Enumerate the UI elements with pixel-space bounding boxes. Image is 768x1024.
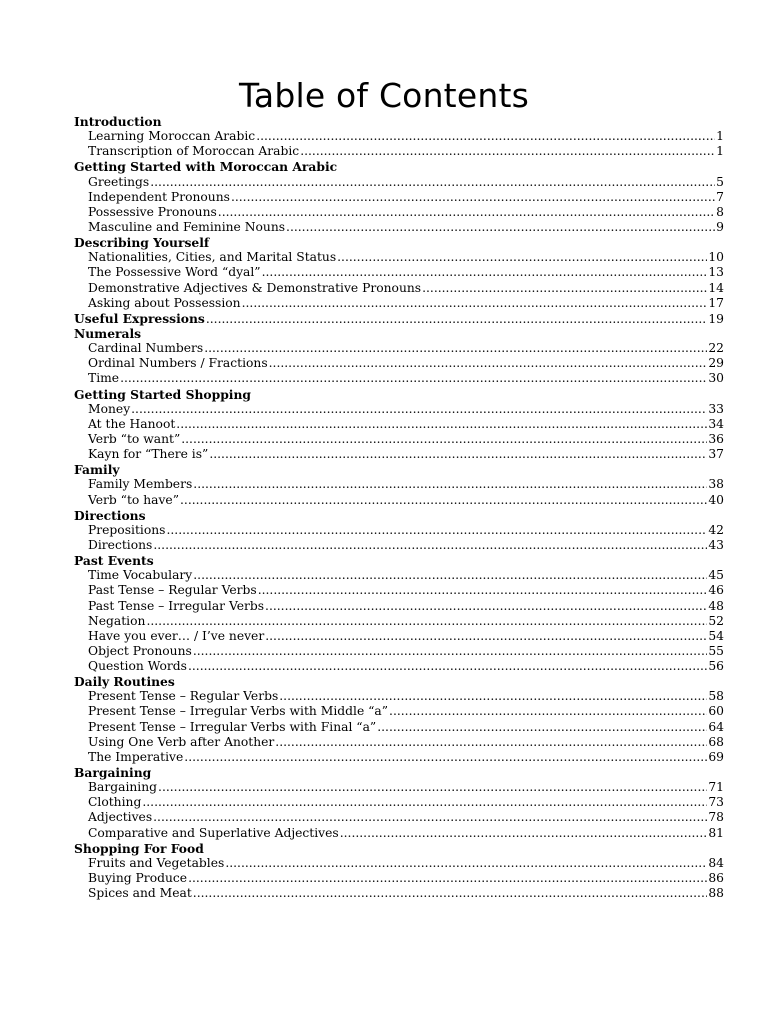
- dot-leader: [389, 704, 707, 719]
- toc-page-number: 64: [708, 719, 724, 734]
- toc-entry[interactable]: [74, 175, 724, 190]
- dot-leader: [153, 538, 707, 553]
- toc-entry-label: Independent Pronouns: [88, 189, 230, 204]
- toc-entry-label: Possessive Pronouns: [88, 204, 217, 219]
- toc-page-number: 68: [708, 734, 724, 749]
- toc-entry[interactable]: [74, 689, 724, 704]
- toc-entry[interactable]: [74, 265, 724, 280]
- toc-entry[interactable]: [74, 402, 724, 417]
- dot-leader: [218, 205, 715, 220]
- dot-leader: [422, 281, 707, 296]
- toc-section-heading[interactable]: [74, 462, 724, 477]
- toc-entry[interactable]: [74, 720, 724, 735]
- dot-leader: [275, 735, 707, 750]
- dot-leader: [153, 810, 707, 825]
- dot-leader: [142, 795, 707, 810]
- toc-page-number: 58: [708, 689, 724, 704]
- toc-page-number: 10: [708, 250, 724, 265]
- toc-page-number: 84: [708, 855, 724, 870]
- toc-page-number: 33: [708, 401, 724, 416]
- toc-entry-label: Present Tense – Irregular Verbs with Final “a”: [88, 719, 377, 734]
- toc-section-label: Getting Started with Moroccan Arabic: [74, 159, 338, 175]
- toc-section-heading[interactable]: [74, 674, 724, 689]
- dot-leader: [120, 371, 707, 386]
- toc-entry-label: Present Tense – Regular Verbs: [88, 689, 279, 704]
- toc-entry[interactable]: [74, 659, 724, 674]
- table-of-contents: [74, 114, 724, 901]
- toc-entry-label: Cardinal Numbers: [88, 341, 204, 356]
- toc-section-heading[interactable]: [74, 765, 724, 780]
- toc-entry[interactable]: [74, 129, 724, 144]
- toc-entry[interactable]: [74, 568, 724, 583]
- toc-entry-label: Transcription of Moroccan Arabic: [88, 144, 300, 159]
- toc-section-label: Bargaining: [74, 765, 152, 781]
- toc-page-number: 52: [708, 613, 724, 628]
- dot-leader: [180, 493, 707, 508]
- toc-entry[interactable]: [74, 886, 724, 901]
- toc-entry-label: Nationalities, Cities, and Marital Status: [88, 250, 337, 265]
- toc-section-heading[interactable]: [74, 311, 724, 326]
- toc-section-heading[interactable]: [74, 553, 724, 568]
- toc-entry[interactable]: [74, 281, 724, 296]
- toc-entry[interactable]: [74, 644, 724, 659]
- toc-entry-label: At the Hanoot: [88, 416, 176, 431]
- toc-page-number: 19: [708, 311, 724, 326]
- toc-entry[interactable]: [74, 599, 724, 614]
- toc-page-number: 7: [716, 189, 724, 204]
- toc-entry[interactable]: [74, 250, 724, 265]
- dot-leader: [262, 265, 708, 280]
- toc-section-label: Useful Expressions: [74, 310, 205, 326]
- toc-page-number: 43: [708, 537, 724, 552]
- toc-section-heading[interactable]: [74, 387, 724, 402]
- toc-page-number: 8: [716, 204, 724, 219]
- toc-page-number: 1: [716, 129, 724, 144]
- toc-page-number: 38: [708, 477, 724, 492]
- toc-entry-label: Money: [88, 401, 131, 416]
- toc-entry-label: The Imperative: [88, 749, 184, 764]
- toc-section-label: Directions: [74, 507, 146, 523]
- toc-section-label: Numerals: [74, 325, 142, 341]
- toc-page-number: 13: [708, 265, 724, 280]
- dot-leader: [181, 432, 707, 447]
- toc-entry-label: Verb “to have”: [88, 492, 179, 507]
- dot-leader: [206, 312, 708, 327]
- dot-leader: [193, 477, 707, 492]
- toc-entry[interactable]: [74, 538, 724, 553]
- toc-page-number: 86: [708, 871, 724, 886]
- toc-entry-label: Fruits and Vegetables: [88, 855, 225, 870]
- toc-page-number: 1: [716, 144, 724, 159]
- toc-page-number: 81: [708, 825, 724, 840]
- dot-leader: [204, 341, 707, 356]
- toc-entry[interactable]: [74, 371, 724, 386]
- toc-entry-label: Have you ever… / I’ve never: [88, 628, 265, 643]
- dot-leader: [193, 886, 708, 901]
- toc-entry[interactable]: [74, 810, 724, 825]
- toc-entry-label: Buying Produce: [88, 871, 188, 886]
- toc-entry-label: Prepositions: [88, 522, 166, 537]
- dot-leader: [256, 129, 715, 144]
- toc-entry[interactable]: [74, 447, 724, 462]
- toc-entry[interactable]: [74, 220, 724, 235]
- toc-entry[interactable]: [74, 417, 724, 432]
- toc-entry-label: Past Tense – Irregular Verbs: [88, 598, 265, 613]
- toc-entry[interactable]: [74, 523, 724, 538]
- toc-section-heading[interactable]: [74, 235, 724, 250]
- toc-entry-label: Kayn for “There is”: [88, 447, 209, 462]
- toc-entry-label: Masculine and Feminine Nouns: [88, 219, 286, 234]
- toc-entry-label: Present Tense – Irregular Verbs with Middle “a”: [88, 704, 389, 719]
- dot-leader: [286, 220, 715, 235]
- toc-page-number: 56: [708, 659, 724, 674]
- dot-leader: [158, 780, 707, 795]
- toc-page-number: 48: [708, 598, 724, 613]
- page-title: Table of Contents: [239, 76, 529, 115]
- toc-page-number: 73: [708, 795, 724, 810]
- toc-section-label: Family: [74, 462, 120, 478]
- toc-section-label: Past Events: [74, 553, 154, 569]
- toc-section-heading[interactable]: [74, 508, 724, 523]
- toc-entry[interactable]: [74, 356, 724, 371]
- toc-section-label: Describing Yourself: [74, 235, 210, 251]
- toc-section-label: Daily Routines: [74, 674, 175, 690]
- toc-section-label: Introduction: [74, 114, 162, 129]
- toc-entry-label: Comparative and Superlative Adjectives: [88, 825, 339, 840]
- toc-entry-label: Asking about Possession: [88, 295, 241, 310]
- toc-entry-label: Negation: [88, 613, 146, 628]
- dot-leader: [225, 856, 707, 871]
- toc-entry-label: Time Vocabulary: [88, 568, 193, 583]
- dot-leader: [340, 826, 708, 841]
- toc-entry[interactable]: [74, 795, 724, 810]
- toc-entry[interactable]: [74, 735, 724, 750]
- toc-entry-label: Demonstrative Adjectives & Demonstrative Pronouns: [88, 280, 422, 295]
- dot-leader: [300, 144, 715, 159]
- toc-section-heading[interactable]: [74, 114, 724, 129]
- toc-entry-label: Clothing: [88, 795, 142, 810]
- toc-entry[interactable]: [74, 144, 724, 159]
- toc-entry-label: Verb “to want”: [88, 431, 181, 446]
- toc-page-number: 54: [708, 628, 724, 643]
- toc-entry-label: Spices and Meat: [88, 886, 192, 901]
- toc-entry[interactable]: [74, 704, 724, 719]
- toc-entry[interactable]: [74, 190, 724, 205]
- toc-entry-label: Learning Moroccan Arabic: [88, 129, 256, 144]
- toc-page-number: 88: [708, 886, 724, 901]
- toc-section-heading[interactable]: [74, 159, 724, 174]
- toc-section-label: Getting Started Shopping: [74, 386, 251, 402]
- toc-entry[interactable]: [74, 856, 724, 871]
- toc-entry[interactable]: [74, 205, 724, 220]
- toc-page-number: 69: [708, 749, 724, 764]
- toc-entry-label: Using One Verb after Another: [88, 734, 275, 749]
- toc-page-number: 9: [716, 219, 724, 234]
- toc-entry[interactable]: [74, 826, 724, 841]
- toc-entry[interactable]: [74, 493, 724, 508]
- dot-leader: [184, 750, 707, 765]
- dot-leader: [176, 417, 707, 432]
- toc-page-number: 60: [708, 704, 724, 719]
- toc-entry-label: The Possessive Word “dyal”: [88, 265, 261, 280]
- toc-entry-label: Greetings: [88, 174, 150, 189]
- toc-page-number: 17: [708, 295, 724, 310]
- toc-entry[interactable]: [74, 750, 724, 765]
- dot-leader: [131, 402, 707, 417]
- toc-entry-label: Adjectives: [88, 810, 153, 825]
- toc-page-number: 29: [708, 356, 724, 371]
- dot-leader: [193, 644, 708, 659]
- toc-page-number: 34: [708, 416, 724, 431]
- toc-section-heading[interactable]: [74, 326, 724, 341]
- dot-leader: [231, 190, 715, 205]
- dot-leader: [258, 583, 708, 598]
- toc-section-heading[interactable]: [74, 841, 724, 856]
- dot-leader: [377, 720, 707, 735]
- dot-leader: [193, 568, 707, 583]
- dot-leader: [188, 659, 707, 674]
- toc-section-label: Shopping For Food: [74, 840, 204, 856]
- dot-leader: [279, 689, 707, 704]
- toc-entry[interactable]: [74, 614, 724, 629]
- dot-leader: [265, 629, 707, 644]
- toc-entry[interactable]: [74, 477, 724, 492]
- toc-entry[interactable]: [74, 296, 724, 311]
- dot-leader: [209, 447, 707, 462]
- dot-leader: [337, 250, 707, 265]
- toc-entry-label: Family Members: [88, 477, 193, 492]
- toc-entry[interactable]: [74, 871, 724, 886]
- toc-entry-label: Past Tense – Regular Verbs: [88, 583, 257, 598]
- toc-page-number: 30: [708, 371, 724, 386]
- toc-page-number: 40: [708, 492, 724, 507]
- toc-entry-label: Directions: [88, 537, 153, 552]
- dot-leader: [150, 175, 715, 190]
- toc-entry-label: Question Words: [88, 659, 187, 674]
- toc-page-number: 71: [708, 780, 724, 795]
- dot-leader: [265, 599, 707, 614]
- toc-page-number: 78: [708, 810, 724, 825]
- toc-page-number: 45: [708, 568, 724, 583]
- toc-entry-label: Time: [88, 371, 120, 386]
- toc-page-number: 46: [708, 583, 724, 598]
- toc-page-number: 42: [708, 522, 724, 537]
- toc-page-number: 55: [708, 643, 724, 658]
- toc-page-number: 37: [708, 447, 724, 462]
- toc-page-number: 5: [716, 174, 724, 189]
- toc-entry[interactable]: [74, 629, 724, 644]
- toc-page-number: 36: [708, 431, 724, 446]
- toc-entry[interactable]: [74, 583, 724, 598]
- dot-leader: [188, 871, 707, 886]
- toc-entry[interactable]: [74, 432, 724, 447]
- dot-leader: [269, 356, 708, 371]
- dot-leader: [146, 614, 707, 629]
- toc-page-number: 14: [708, 280, 724, 295]
- toc-entry-label: Object Pronouns: [88, 643, 192, 658]
- toc-entry[interactable]: [74, 780, 724, 795]
- toc-entry-label: Bargaining: [88, 780, 158, 795]
- dot-leader: [242, 296, 708, 311]
- dot-leader: [166, 523, 707, 538]
- toc-page-number: 22: [708, 341, 724, 356]
- toc-entry[interactable]: [74, 341, 724, 356]
- toc-entry-label: Ordinal Numbers / Fractions: [88, 356, 268, 371]
